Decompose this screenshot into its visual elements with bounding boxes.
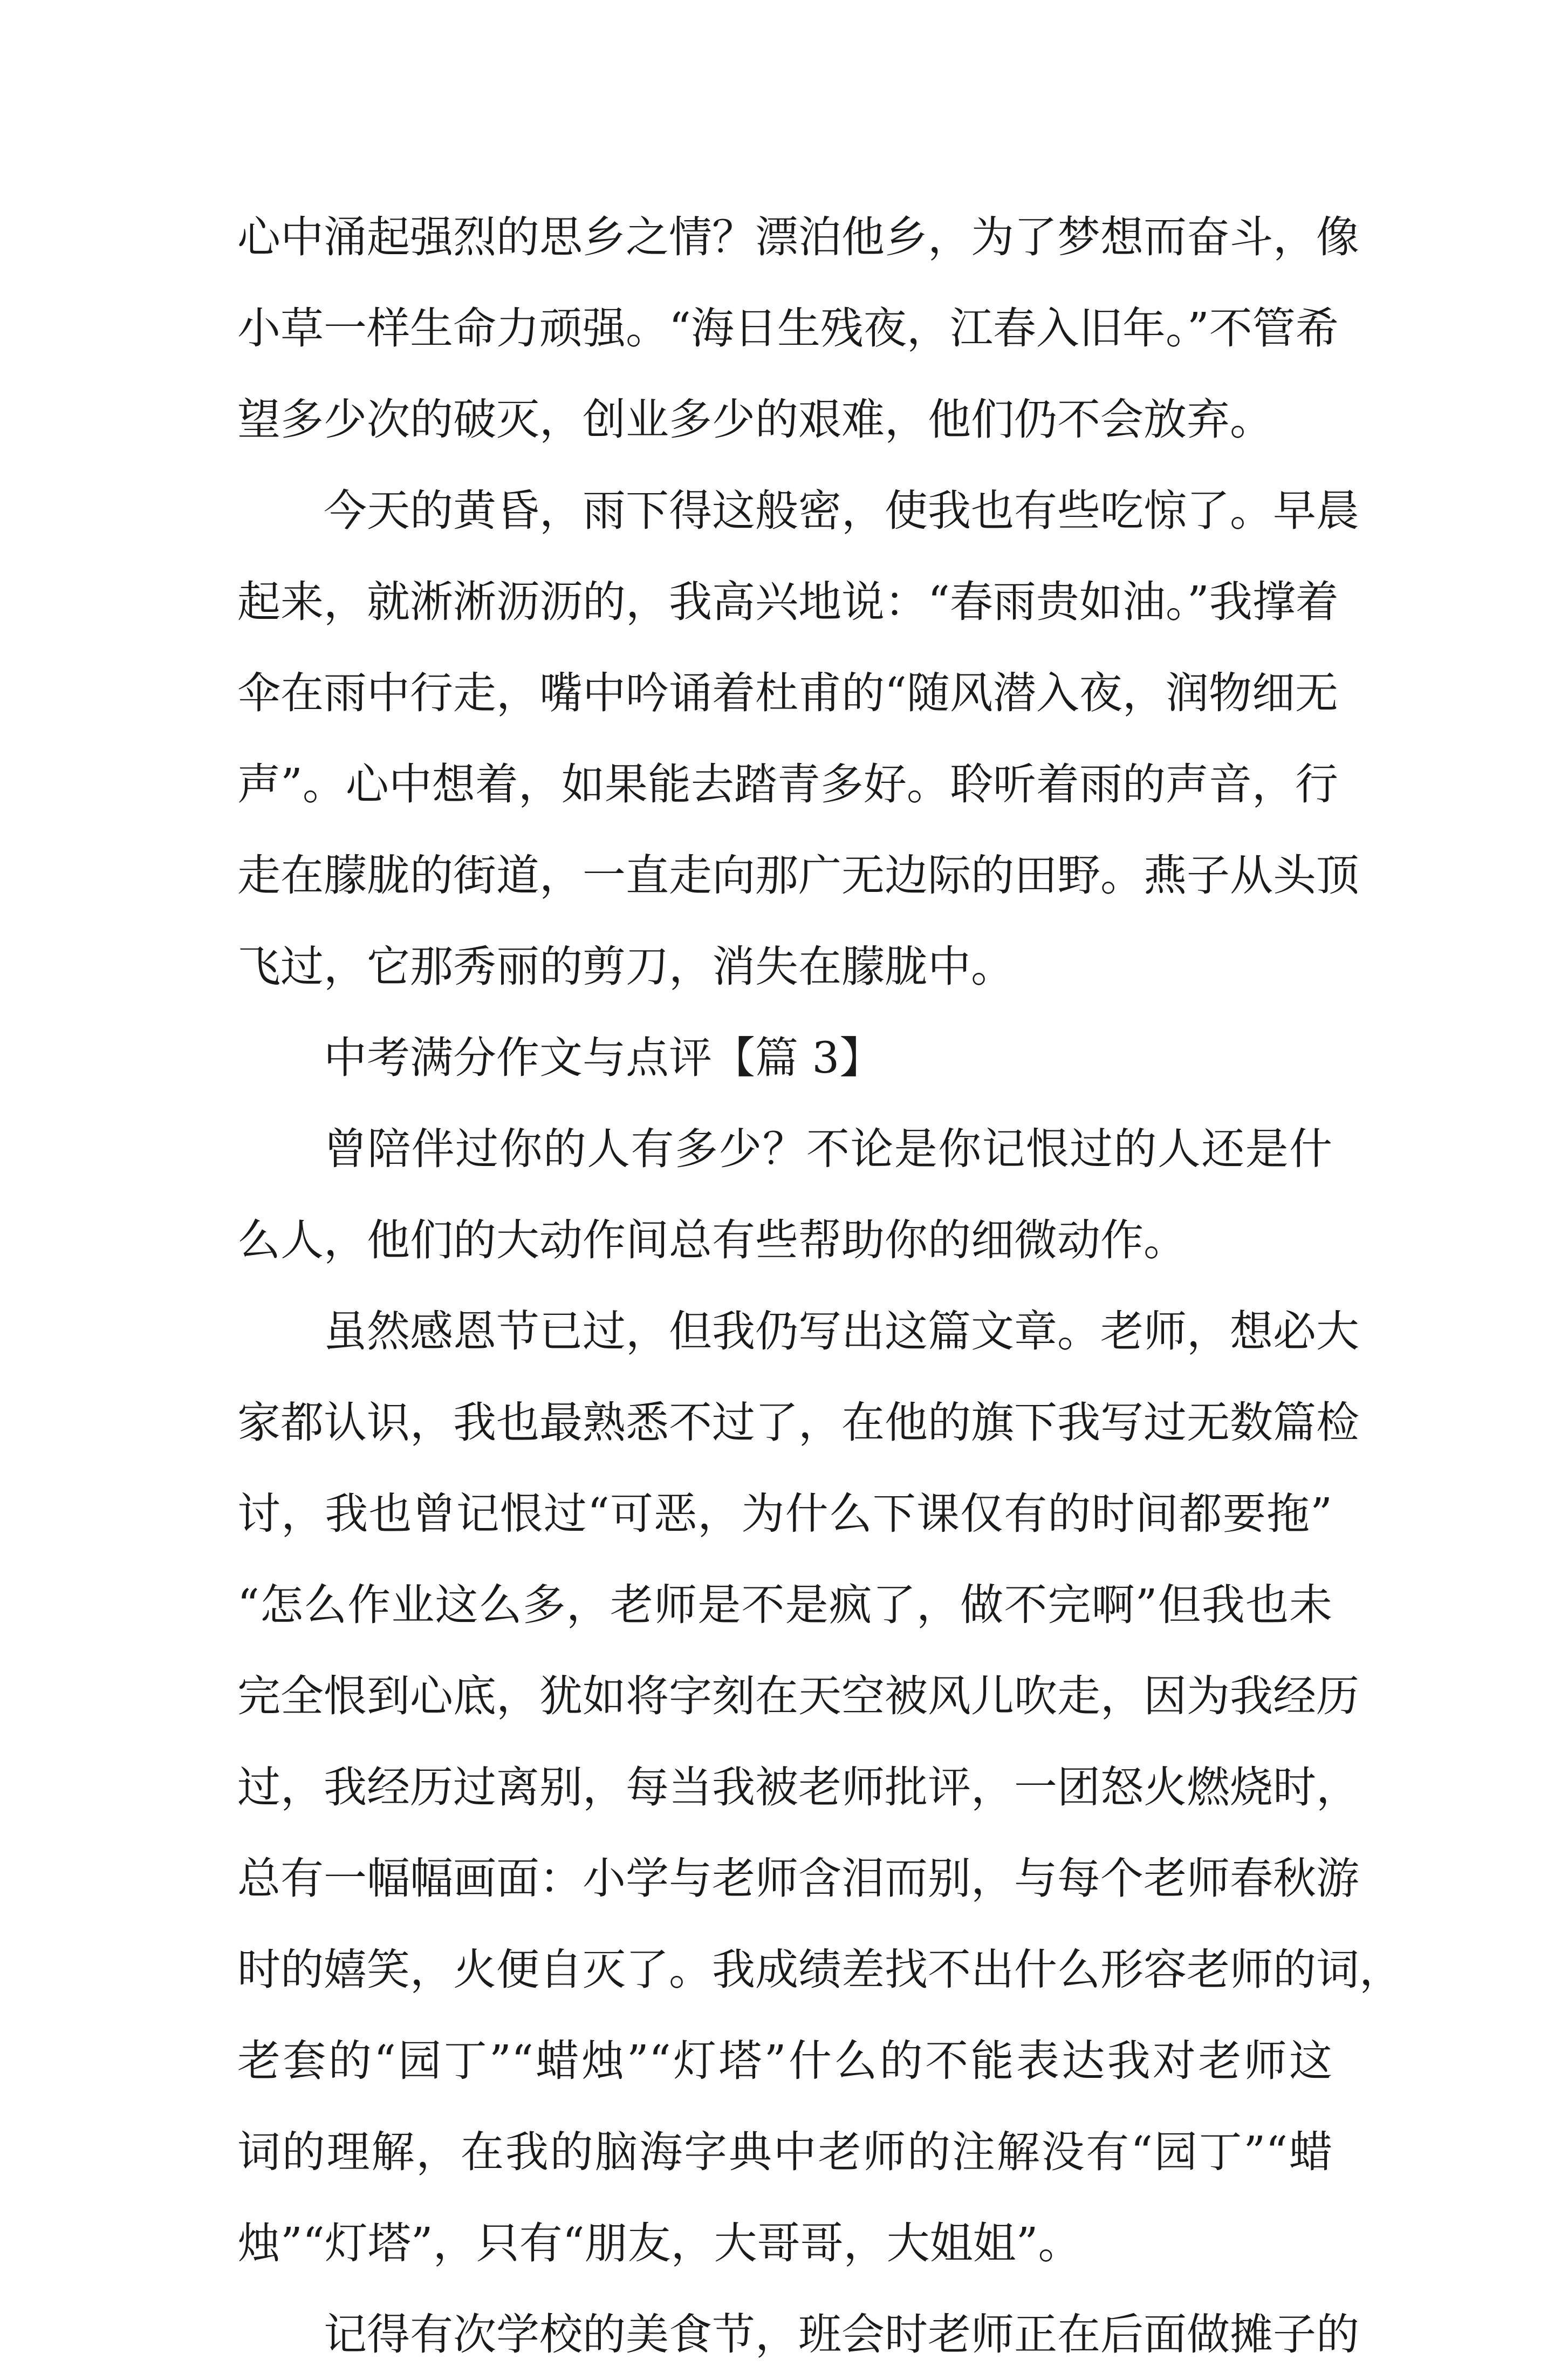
- text-line: 声”。心中想着，如果能去踏青多好。聆听着雨的声音，行: [237, 759, 1338, 809]
- paragraph-first-line: 今天的黄昏，雨下得这般密，使我也有些吃惊了。早晨: [324, 486, 1359, 536]
- text-line: 家都认识，我也最熟悉不过了，在他的旗下我写过无数篇检: [237, 1397, 1359, 1448]
- text-line: 么人，他们的大动作间总有些帮助你的细微动作。: [237, 1215, 1187, 1265]
- text-line: 完全恨到心底，犹如将字刻在天空被风儿吹走，因为我经历: [237, 1671, 1359, 1721]
- text-line: 讨，我也曾记恨过“可恶，为什么下课仅有的时间都要拖”: [237, 1489, 1332, 1539]
- text-line: 老套的“园丁”“蜡烛”“灯塔”什么的不能表达我对老师这: [237, 2036, 1332, 2086]
- text-line: 过，我经历过离别，每当我被老师批评，一团怒火燃烧时，: [237, 1762, 1359, 1812]
- text-line: 走在朦胧的街道，一直走向那广无边际的田野。燕子从头顶: [237, 850, 1359, 901]
- text-line: 伞在雨中行走，嘴中吟诵着杜甫的“随风潜入夜，润物细无: [237, 668, 1338, 718]
- text-line: 小草一样生命力顽强。“海日生残夜，江春入旧年。”不管希: [237, 303, 1339, 353]
- text-line: 时的嬉笑，火便自灭了。我成绩差找不出什么形容老师的词，: [237, 1945, 1402, 1995]
- text-line: “怎么作业这么多，老师是不是疯了，做不完啊”但我也未: [237, 1580, 1332, 1630]
- text-line: 飞过，它那秀丽的剪刀，消失在朦胧中。: [237, 942, 1014, 992]
- paragraph-first-line: 中考满分作文与点评【篇 3】: [324, 1033, 883, 1083]
- text-line: 烛”“灯塔”，只有“朋友，大哥哥，大姐姐”。: [237, 2218, 1081, 2268]
- text-line: 心中涌起强烈的思乡之情？漂泊他乡，为了梦想而奋斗，像: [237, 212, 1359, 262]
- text-line: 词的理解，在我的脑海字典中老师的注解没有“园丁”“蜡: [237, 2127, 1332, 2177]
- text-line: 起来，就淅淅沥沥的，我高兴地说：“春雨贵如油。”我撑着: [237, 577, 1339, 627]
- article-body: [237, 192, 1402, 2380]
- paragraph-first-line: 曾陪伴过你的人有多少？不论是你记恨过的人还是什: [324, 1124, 1332, 1174]
- text-line: 望多少次的破灭，创业多少的艰难，他们仍不会放弃。: [237, 394, 1273, 445]
- text-line: 总有一幅幅画面：小学与老师含泪而别，与每个老师春秋游: [237, 1853, 1359, 1904]
- paragraph-first-line: 记得有次学校的美食节，班会时老师正在后面做摊子的: [324, 2309, 1359, 2359]
- paragraph-first-line: 虽然感恩节已过，但我仍写出这篇文章。老师，想必大: [324, 1306, 1359, 1356]
